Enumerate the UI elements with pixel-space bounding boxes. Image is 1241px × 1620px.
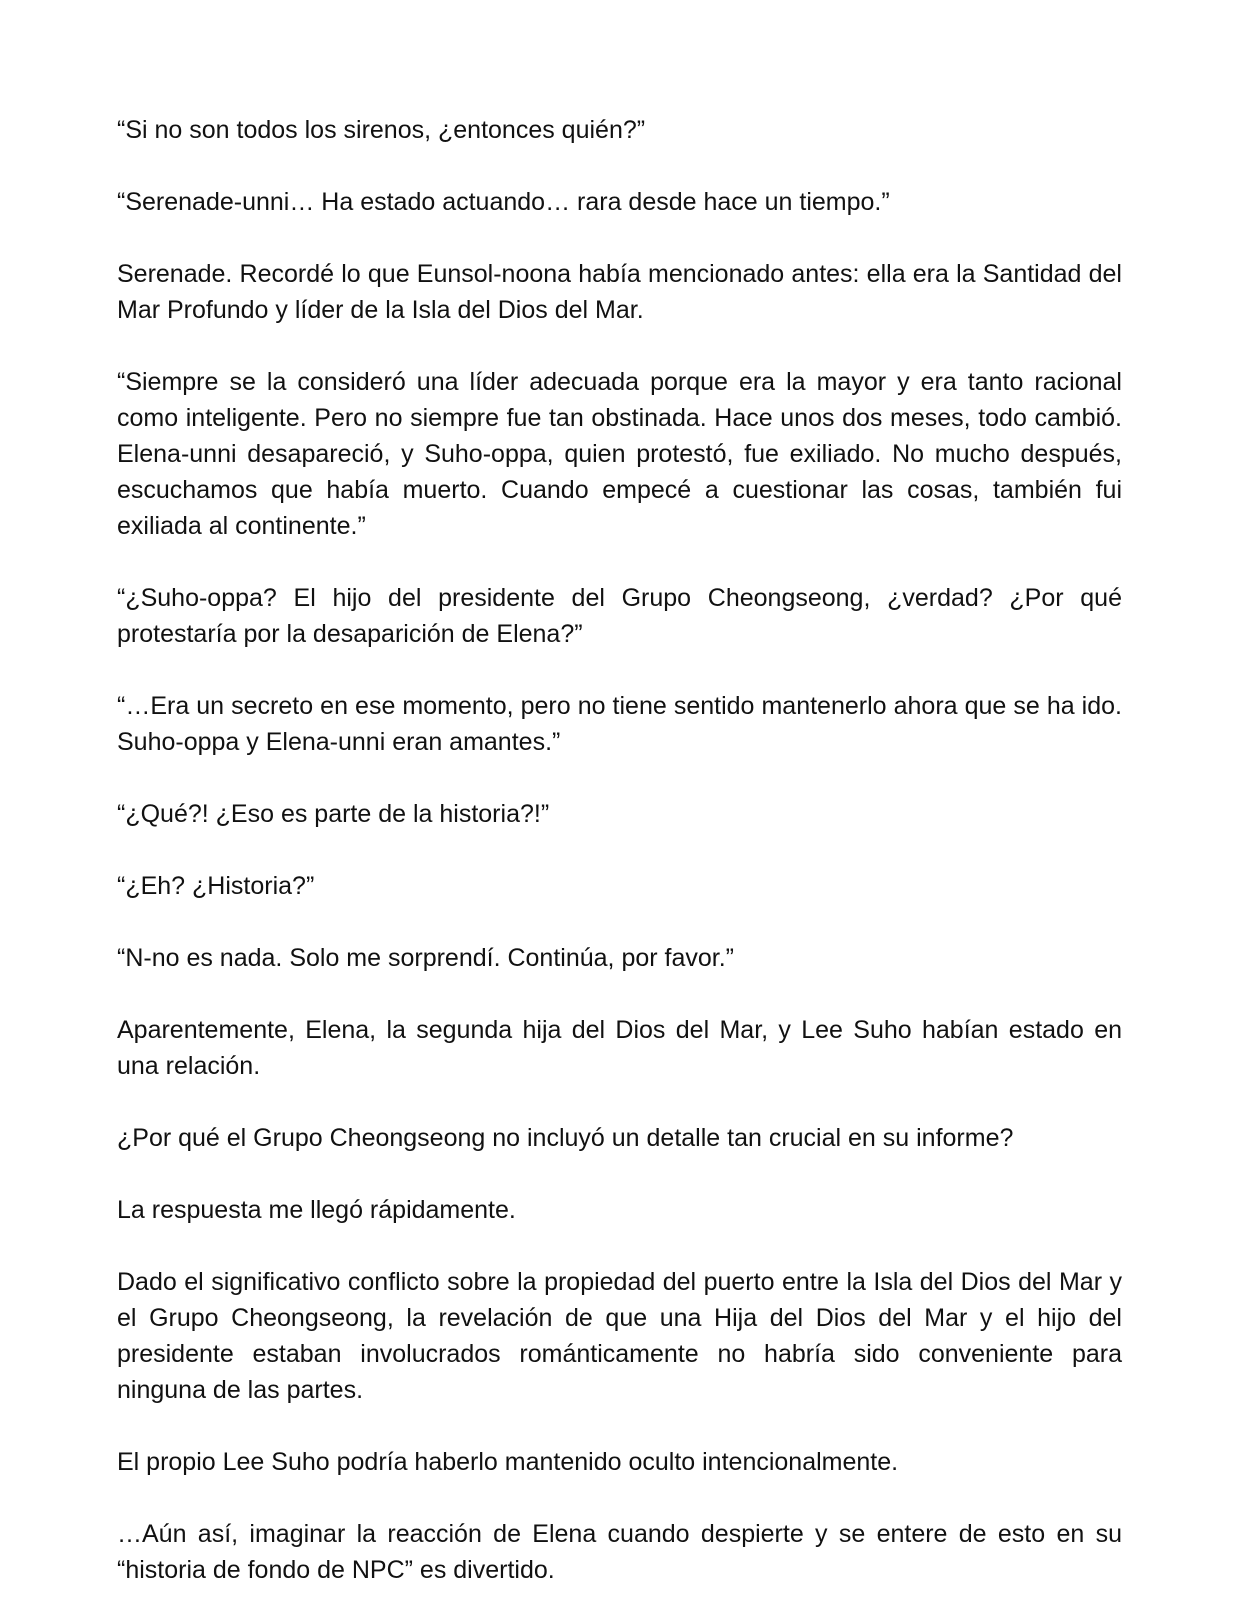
paragraph: “¿Eh? ¿Historia?” — [117, 872, 315, 900]
paragraph: Dado el significativo conflicto sobre la propiedad del puerto entre la Isla del Dios del Mar y el Grupo Cheongseong, la revelación de que una Hija del Dios del Mar y el hijo del presidente estaban involucrados románticamente no habría sido conveniente para ninguna de las partes. — [117, 1268, 1122, 1404]
paragraph: “…Era un secreto en ese momento, pero no tiene sentido mantenerlo ahora que se ha ido. Suho-oppa y Elena-unni eran amantes.” — [117, 692, 1122, 756]
paragraph: …Aún así, imaginar la reacción de Elena cuando despierte y se entere de esto en su “historia de fondo de NPC” es divertido. — [117, 1520, 1122, 1584]
paragraph: ¿Por qué el Grupo Cheongseong no incluyó un detalle tan crucial en su informe? — [117, 1124, 1014, 1152]
paragraph: “¿Suho-oppa? El hijo del presidente del Grupo Cheongseong, ¿verdad? ¿Por qué protestaría por la desaparición de Elena?” — [117, 584, 1122, 648]
document-page — [117, 112, 1122, 1588]
paragraph: Serenade. Recordé lo que Eunsol-noona había mencionado antes: ella era la Santidad del Mar Profundo y líder de la Isla del Dios del Mar. — [117, 260, 1122, 324]
paragraph: “¿Qué?! ¿Eso es parte de la historia?!” — [117, 800, 550, 828]
paragraph: “Serenade-unni… Ha estado actuando… rara desde hace un tiempo.” — [117, 188, 890, 216]
paragraph: El propio Lee Suho podría haberlo mantenido oculto intencionalmente. — [117, 1448, 899, 1476]
paragraph: La respuesta me llegó rápidamente. — [117, 1196, 516, 1224]
paragraph: “N-no es nada. Solo me sorprendí. Continúa, por favor.” — [117, 944, 734, 972]
paragraph: “Si no son todos los sirenos, ¿entonces quién?” — [117, 116, 646, 144]
paragraph: “Siempre se la consideró una líder adecuada porque era la mayor y era tanto racional como inteligente. Pero no siempre fue tan obstinada. Hace unos dos meses, todo cambió. Elena-unni desapareció, y Suho-oppa, quien protestó, fue exiliado. No mucho después, escuchamos que había muerto. Cuando empecé a cuestionar las cosas, también fui exiliada al continente.” — [117, 368, 1122, 540]
paragraph: Aparentemente, Elena, la segunda hija del Dios del Mar, y Lee Suho habían estado en una relación. — [117, 1016, 1122, 1080]
